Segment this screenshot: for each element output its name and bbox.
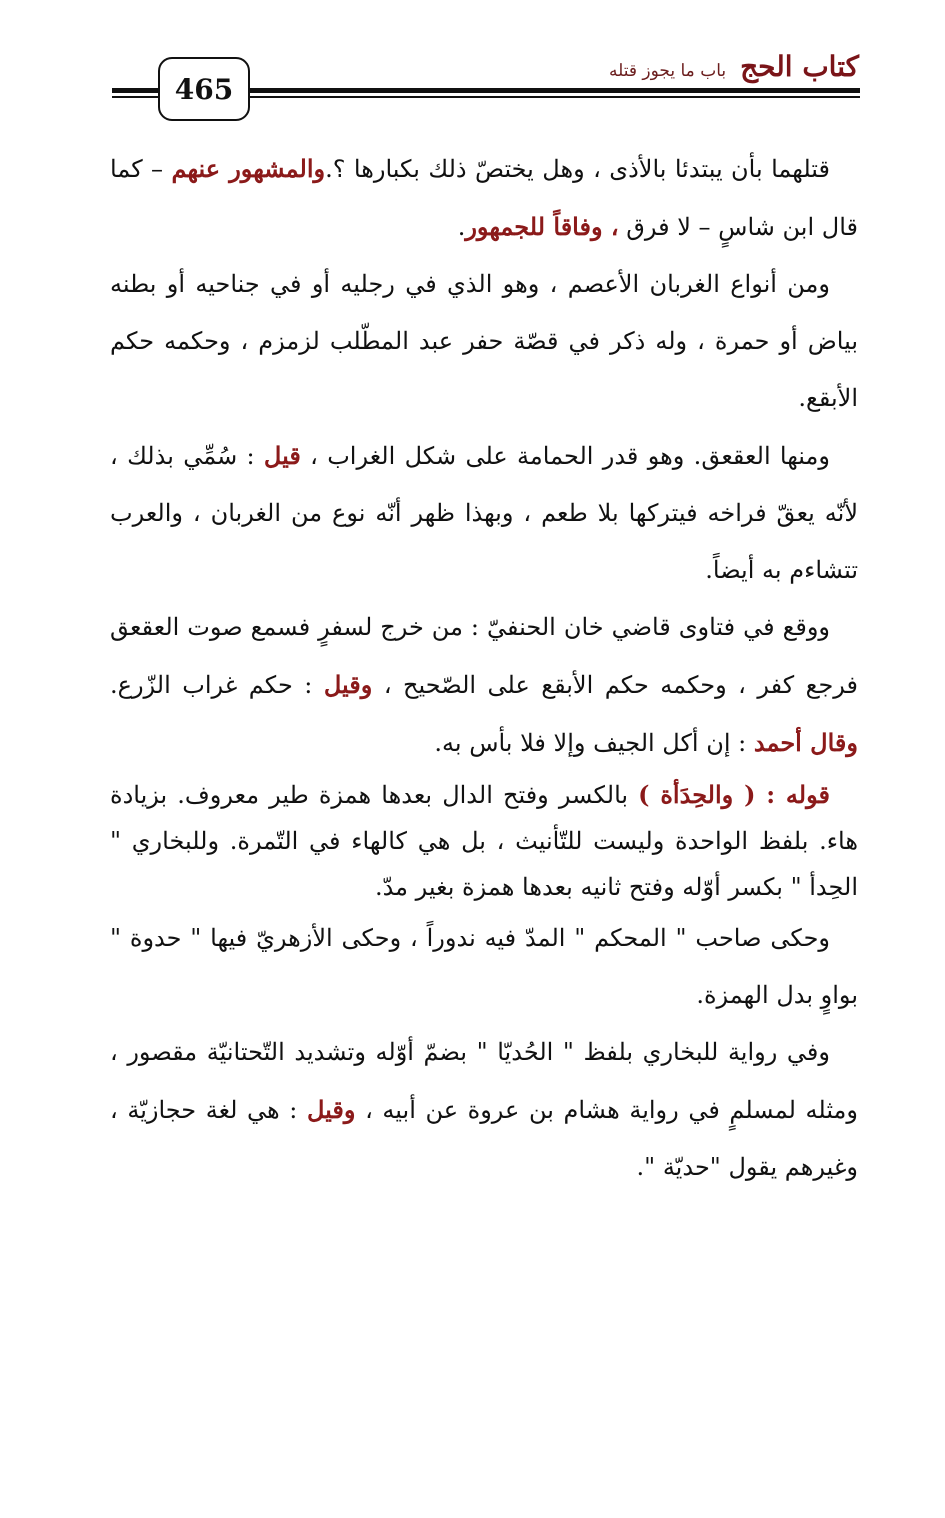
body-text: ومنها العقعق. وهو قدر الحمامة على شكل الغراب ، xyxy=(300,442,830,470)
highlighted-text: والمشهور عنهم xyxy=(171,154,326,183)
highlighted-text: وقيل xyxy=(323,670,373,699)
body-text: – كما قال ابن شاسٍ – لا فرق xyxy=(110,155,858,241)
paragraph xyxy=(110,1024,858,1196)
paragraph xyxy=(110,427,858,599)
highlighted-text: وقال أحمد xyxy=(753,728,858,757)
body-text: : إن أكل الجيف وإلا فلا بأس به. xyxy=(434,729,754,757)
body-text: قتلهما بأن يبتدئا بالأذى ، وهل يختصّ ذلك بكبارها ؟. xyxy=(325,155,831,183)
body-text: وفي رواية للبخاري بلفظ " الحُديّا " بضمّ أوّله وتشديد التّحتانيّة مقصور ، ومثله لمسلمٍ في رواية هشام بن عروة عن أبيه ، xyxy=(110,1038,859,1124)
paragraph xyxy=(110,599,858,772)
paragraph xyxy=(110,256,858,427)
page-number-box xyxy=(158,57,250,121)
body-text: بالكسر وفتح الدال بعدها همزة طير معروف. بزيادة هاء. بلفظ الواحدة وليست للتّأنيث ، بل هي كالهاء في التّمرة. وللبخاري " الحِدأ " بكسر أوّله وفتح ثانيه بعدها همزة بغير مدّ. xyxy=(110,781,858,901)
highlighted-text: وقيل xyxy=(307,1095,356,1124)
paragraph xyxy=(110,910,858,1024)
paragraph xyxy=(110,140,858,256)
book-title: كتاب الحج xyxy=(740,50,859,83)
page-number: 465 xyxy=(174,72,234,106)
body-text: ومن أنواع الغربان الأعصم ، وهو الذي في رجليه أو في جناحيه أو بطنه بياض أو حمرة ، وله ذكر في قصّة حفر عبد المطّلب لزمزم ، وحكمه حكم الأبقع. xyxy=(110,270,858,412)
body-text: ووقع في فتاوى قاضي خان الحنفيّ : من خرج لسفرٍ فسمع صوت العقعق فرجع كفر ، وحكمه حكم الأبقع على الصّحيح ، xyxy=(110,613,858,699)
running-title xyxy=(609,50,859,83)
page-header xyxy=(0,0,945,140)
body-text: : حكم غراب الزّرع. xyxy=(110,671,324,699)
highlighted-text: قيل xyxy=(263,441,301,470)
highlighted-text: قوله : ( والحِدَأة ) xyxy=(638,780,830,809)
paragraph xyxy=(110,772,858,910)
body-text: : هي لغة حجازيّة ، وغيرهم يقول "حديّة ". xyxy=(110,1096,858,1181)
body-text: . xyxy=(457,213,466,241)
body-text: : سُمِّي بذلك ، لأنّه يعقّ فراخه فيتركها بلا طعم ، وبهذا ظهر أنّه نوع من الغربان ، والعرب تتشاءم به أيضاً. xyxy=(110,442,859,584)
chapter-title: باب ما يجوز قتله xyxy=(609,61,727,81)
page-body xyxy=(110,140,858,1196)
highlighted-text: ، وفاقاً للجمهور xyxy=(465,212,619,241)
body-text: وحكى صاحب " المحكم " المدّ فيه ندوراً ، وحكى الأزهريّ فيها " حدوة " بواوٍ بدل الهمزة. xyxy=(110,924,858,1009)
